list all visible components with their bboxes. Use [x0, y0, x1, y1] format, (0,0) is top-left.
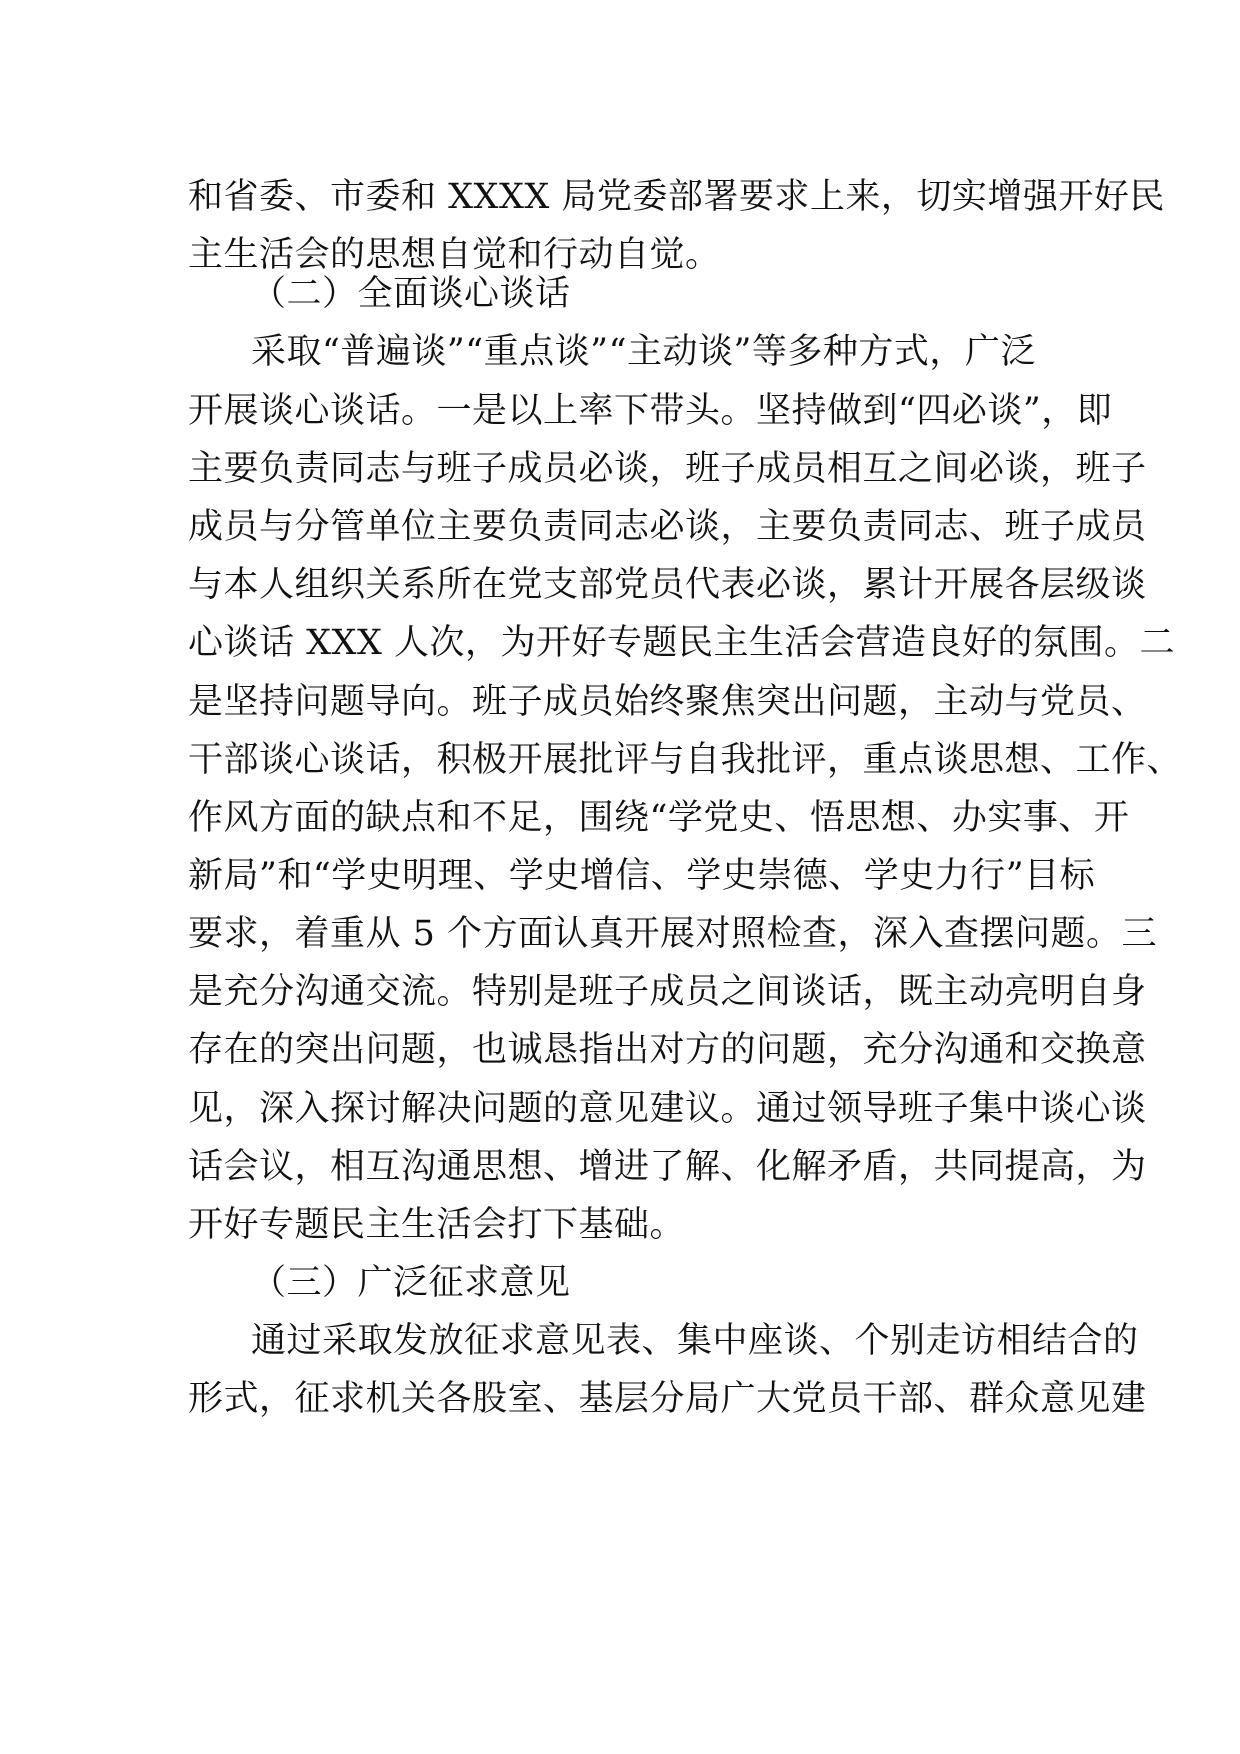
text-line: 作风方面的缺点和不足，围绕“学党史、悟思想、办实事、开 — [188, 798, 1130, 838]
text-line: 是充分沟通交流。特别是班子成员之间谈话，既主动亮明自身 — [188, 972, 1147, 1012]
text-line: 要求，着重从 5 个方面认真开展对照检查，深入查摆问题。三 — [188, 914, 1158, 954]
text-line: 新局”和“学史明理、学史增信、学史崇德、学史力行”目标 — [188, 856, 1096, 896]
text-line: 与本人组织关系所在党支部党员代表必谈，累计开展各层级谈 — [188, 565, 1147, 605]
text-line: 见，深入探讨解决问题的意见建议。通过领导班子集中谈心谈 — [188, 1089, 1147, 1129]
paragraph-first-line: 通过采取发放征求意见表、集中座谈、个别走访相结合的 — [251, 1321, 1139, 1361]
text-line: 主要负责同志与班子成员必谈，班子成员相互之间必谈，班子 — [188, 449, 1147, 489]
text-line: 话会议，相互沟通思想、增进了解、化解矛盾，共同提高，为 — [188, 1147, 1147, 1187]
text-line: 形式，征求机关各股室、基层分局广大党员干部、群众意见建 — [188, 1379, 1147, 1419]
text-line: 主生活会的思想自觉和行动自觉。 — [188, 235, 721, 275]
text-line: 和省委、市委和 XXXX 局党委部署要求上来，切实增强开好民 — [188, 177, 1165, 217]
paragraph-first-line: 采取“普遍谈”“重点谈”“主动谈”等多种方式，广泛 — [251, 332, 1036, 372]
text-line: 存在的突出问题，也诚恳指出对方的问题，充分沟通和交换意 — [188, 1030, 1147, 1070]
section-heading: （二）全面谈心谈话 — [251, 274, 571, 314]
text-line: 心谈话 XXX 人次，为开好专题民主生活会营造良好的氛围。二 — [188, 623, 1176, 663]
text-line: 开展谈心谈话。一是以上率下带头。坚持做到“四必谈”，即 — [188, 391, 1113, 431]
text-line: 干部谈心谈话，积极开展批评与自我批评，重点谈思想、工作、 — [188, 740, 1183, 780]
section-heading: （三）广泛征求意见 — [251, 1263, 571, 1303]
text-line: 开好专题民主生活会打下基础。 — [188, 1205, 686, 1245]
text-line: 成员与分管单位主要负责同志必谈，主要负责同志、班子成员 — [188, 507, 1147, 547]
text-line: 是坚持问题导向。班子成员始终聚焦突出问题，主动与党员、 — [188, 682, 1147, 722]
